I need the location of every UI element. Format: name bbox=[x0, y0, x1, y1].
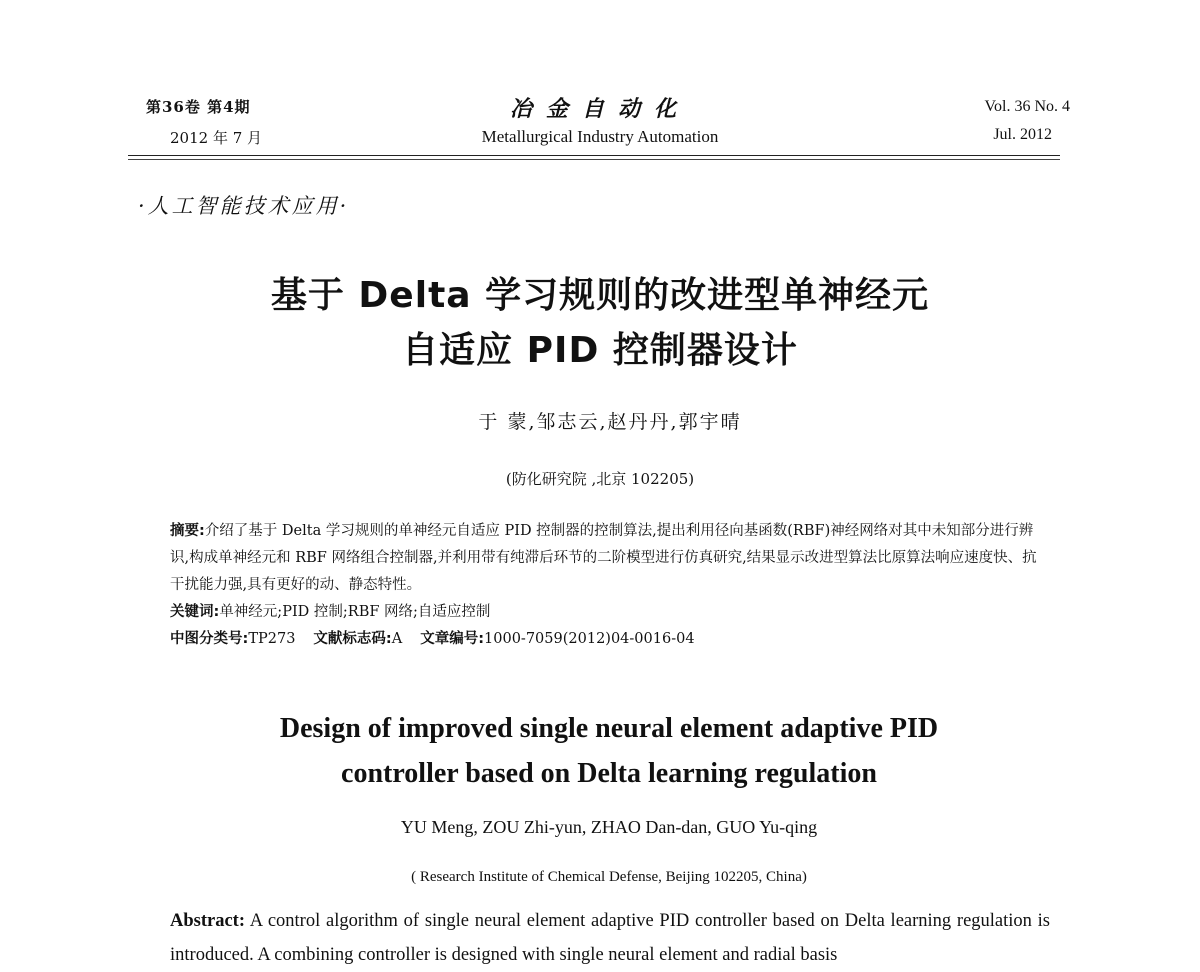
journal-title-en: Metallurgical Industry Automation bbox=[481, 127, 719, 146]
abstract-en-text: A control algorithm of single neural element adaptive PID controller based on Delta learning regulation is introduced. A combining controller is designed with single neural element and radial basis bbox=[170, 911, 1051, 965]
abstract-cn bbox=[170, 518, 1050, 599]
article-number-value: 1000-7059(2012)04-0016-04 bbox=[484, 631, 695, 647]
abstract-cn-label: 摘要: bbox=[170, 523, 205, 539]
abstract-en-label: Abstract: bbox=[170, 911, 246, 931]
title-en-line1: Design of improved single neural element adaptive PID bbox=[279, 713, 939, 744]
title-en-line2: controller based on Delta learning regulation bbox=[341, 758, 877, 789]
authors-cn: 于 蒙,邹志云,赵丹丹,郭宇晴 bbox=[478, 411, 742, 433]
authors-en: YU Meng, ZOU Zhi-yun, ZHAO Dan-dan, GUO Yu-qing bbox=[400, 817, 818, 837]
date-cn: 2012 年 7 月 bbox=[170, 129, 263, 147]
paper-title-en bbox=[0, 706, 1200, 796]
abstract-block-cn bbox=[170, 518, 1050, 653]
abstract-en bbox=[170, 904, 1050, 972]
journal-title-cn: 冶金自动化 bbox=[509, 96, 690, 122]
header-rule-thin bbox=[128, 159, 1060, 160]
column-heading: ·人工智能技术应用· bbox=[138, 194, 350, 218]
keywords-cn-label: 关键词: bbox=[170, 604, 220, 620]
volume-issue-cn: 第36卷 第4期 bbox=[146, 98, 251, 116]
header-left bbox=[146, 96, 346, 148]
paper-title-cn bbox=[0, 268, 1200, 378]
date-en: Jul. 2012 bbox=[993, 126, 1052, 143]
keywords-cn-text: 单神经元;PID 控制;RBF 网络;自适应控制 bbox=[219, 604, 491, 620]
affiliation-en: ( Research Institute of Chemical Defense, Beijing 102205, China) bbox=[411, 869, 807, 885]
title-cn-line2: 自适应 PID 控制器设计 bbox=[402, 330, 798, 371]
volume-issue-en: Vol. 36 No. 4 bbox=[984, 98, 1070, 115]
header-rule bbox=[128, 155, 1060, 156]
abstract-cn-text: 介绍了基于 Delta 学习规则的单神经元自适应 PID 控制器的控制算法,提出利用径向基函数(RBF)神经网络对其中未知部分进行辨识,构成单神经元和 RBF 网络组合控制器,并利用带有纯滞后环节的二阶模型进行仿真研究,结果显示改进型算法比原算法响应速度快、抗干扰能力强,具有更好的动、静态特性。 bbox=[170, 523, 1037, 593]
header-right bbox=[985, 98, 1071, 144]
keywords-cn bbox=[170, 599, 1050, 626]
affiliation-cn: (防化研究院 ,北京 102205) bbox=[505, 470, 695, 488]
header-center bbox=[380, 92, 820, 147]
clc-label: 中图分类号: bbox=[170, 631, 249, 647]
title-cn-line1: 基于 Delta 学习规则的改进型单神经元 bbox=[270, 275, 930, 316]
article-number-label: 文章编号: bbox=[420, 631, 485, 647]
doc-code-value: A bbox=[391, 631, 403, 647]
classification-line bbox=[170, 626, 1050, 653]
doc-code-label: 文献标志码: bbox=[313, 631, 392, 647]
clc-value: TP273 bbox=[248, 631, 296, 647]
